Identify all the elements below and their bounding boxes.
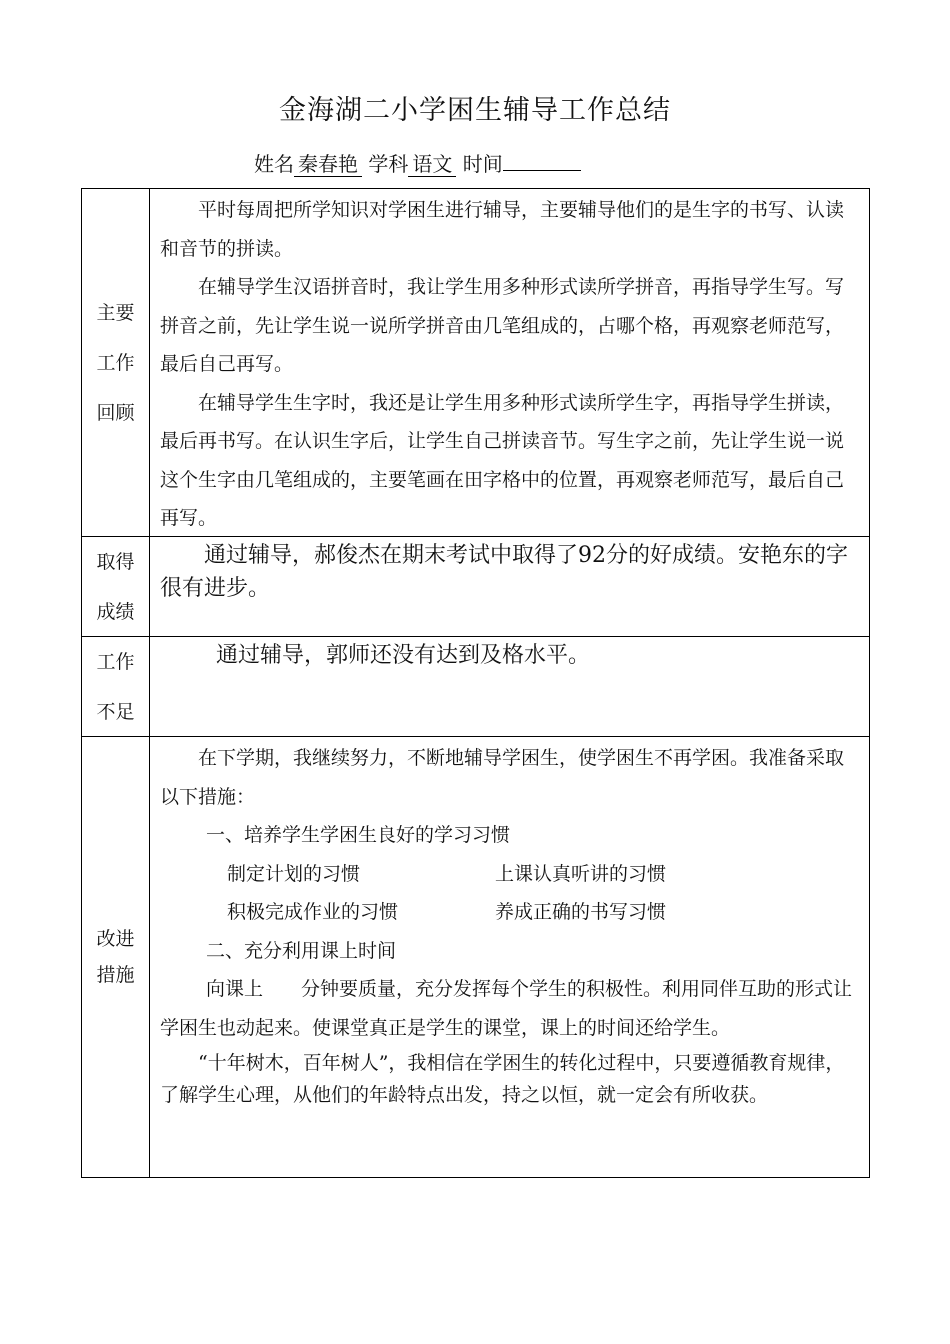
improve-heading-2: 二、充分利用课上时间 [206,939,397,962]
document-title: 金海湖二小学困生辅导工作总结 [279,95,671,126]
improve-heading-1: 一、培养学生学困生良好的学习习惯 [206,824,511,846]
results-content [150,537,869,636]
habit-row-1 [160,855,859,894]
shortcomings-label-1: 工作 [96,650,135,673]
improve-final-paragraph: “十年树木，百年树人”，我相信在学困生的转化过程中，只要遵循教育规律，了解学生心理，从他们的年龄特点出发，持之以恒，就一定会有所收获。 [160,1052,845,1106]
review-paragraph-2: 在辅导学生汉语拼音时，我让学生用多种形式读所学拼音，再指导学生写。写拼音之前，先让学生说一说所学拼音由几笔组成的，占哪个格，再观察老师范写，最后自己再写。 [160,276,845,375]
time-blank [503,152,581,171]
review-paragraph-1: 平时每周把所学知识对学困生进行辅导，主要辅导他们的是生字的书写、认读和音节的拼读。 [160,199,845,260]
subject-label: 学科 [368,152,409,176]
review-label-2: 工作 [96,351,135,374]
results-label-2: 成绩 [96,600,135,623]
review-row [82,189,869,536]
shortcomings-label-2: 不足 [96,700,135,723]
review-label [82,189,150,536]
shortcomings-label [82,637,150,736]
review-label-1: 主要 [96,301,135,324]
habit-row-2 [160,893,859,932]
shortcomings-row [82,636,869,736]
habit-item: 养成正确的书写习惯 [495,901,667,923]
improve-intro: 在下学期，我继续努力，不断地辅导学困生，使学困生不再学困。我准备采取以下措施： [160,747,845,808]
review-paragraph-3: 在辅导学生生字时，我还是让学生用多种形式读所学生字，再指导学生拼读，最后再书写。在认识生字后，让学生自己拼读音节。写生字之前，先让学生说一说这个生字由几笔组成的，主要笔画在田字格中的位置，再观察老师范写，最后自己再写。 [160,391,845,529]
improve-label [82,737,150,1177]
results-label-1: 取得 [96,550,135,573]
habit-item: 上课认真听讲的习惯 [495,862,667,885]
habit-item: 制定计划的习惯 [227,862,361,885]
summary-table [81,188,870,1178]
habit-item: 积极完成作业的习惯 [227,901,399,923]
name-label: 姓名 [254,152,294,176]
name-value: 秦春艳 [294,152,362,177]
results-row [82,536,869,636]
shortcomings-text: 通过辅导，郭师还没有达到及格水平。 [216,643,591,668]
subject-value: 语文 [408,152,456,177]
improve-content [150,737,869,1177]
review-content [150,189,869,536]
improve-label-2: 措施 [96,964,135,986]
meta-line [254,148,581,177]
results-text: 通过辅导，郝俊杰在期末考试中取得了92分的好成绩。安艳东的字很有进步。 [160,543,848,601]
time-label: 时间 [462,152,503,176]
improve-class-paragraph: 向课上 分钟要质量，充分发挥每个学生的积极性。利用同伴互助的形式让学困生也动起来。使课堂真正是学生的课堂，课上的时间还给学生。 [160,978,853,1039]
results-label [82,537,150,636]
improve-label-1: 改进 [96,928,135,950]
improve-row [82,736,869,1177]
review-label-3: 回顾 [96,401,135,424]
shortcomings-content [150,637,869,736]
